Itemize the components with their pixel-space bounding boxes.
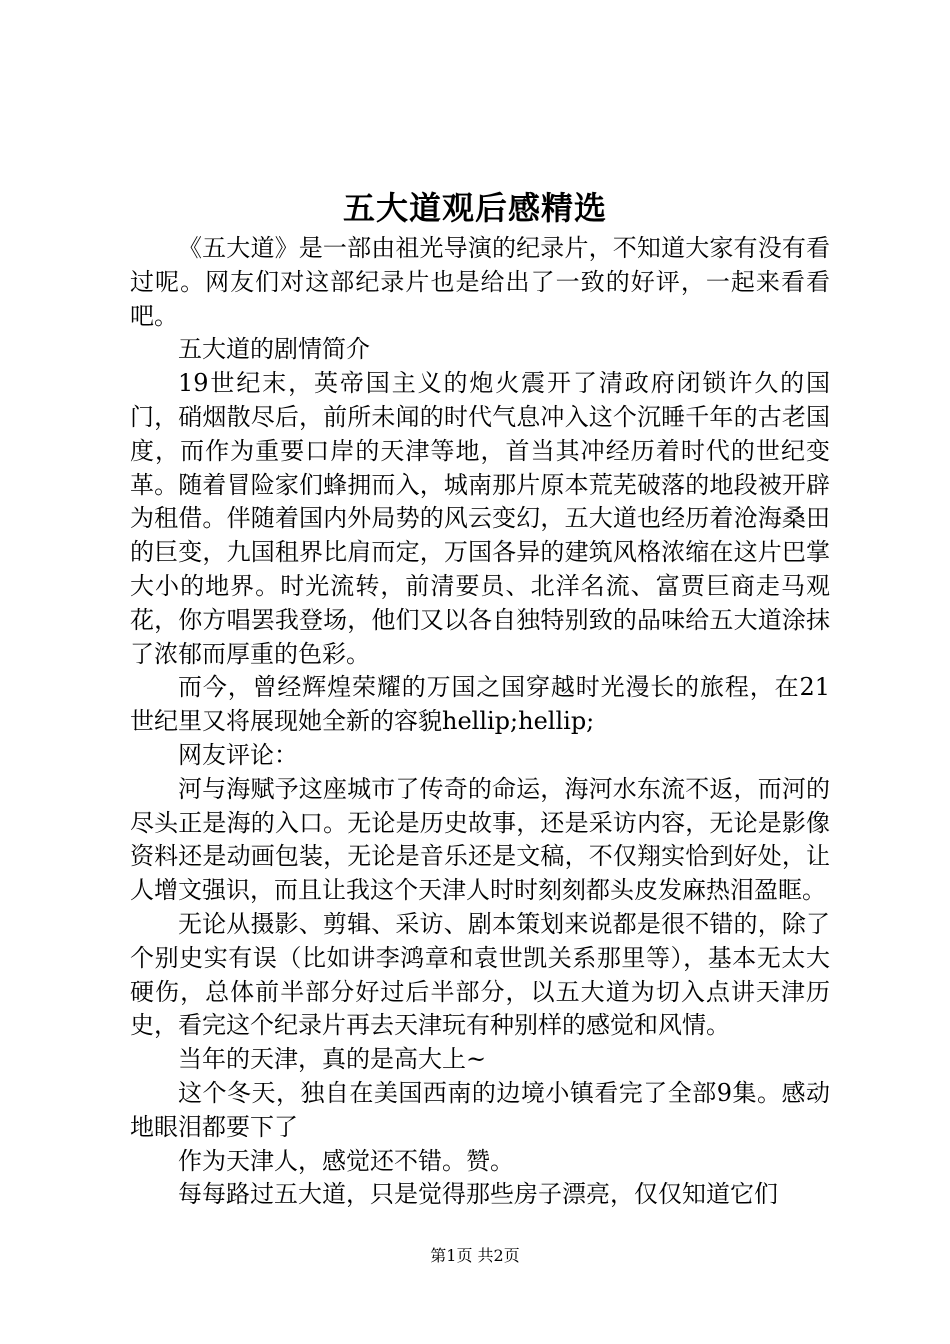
section-heading-reviews: 网友评论： bbox=[178, 740, 298, 769]
section-heading-synopsis: 五大道的剧情简介 bbox=[178, 335, 370, 364]
paragraph: 无论从摄影、剪辑、采访、剧本策划来说都是很不错的，除了个别史实有误（比如讲李鸿章和袁世凯关系那里等），基本无太大硬伤，总体前半部分好过后半部分，以五大道为切入点讲天津历史，看完这个纪录片再去天津玩有种别样的感觉和风情。 bbox=[130, 909, 830, 1040]
document-title: 五大道观后感精选 bbox=[342, 189, 607, 227]
paragraph: 《五大道》是一部由祖光导演的纪录片，不知道大家有没有看过呢。网友们对这部纪录片也是给出了一致的好评，一起来看看吧。 bbox=[130, 234, 830, 330]
paragraph: 这个冬天，独自在美国西南的边境小镇看完了全部9集。感动地眼泪都要下了 bbox=[130, 1078, 830, 1141]
paragraph: 19世纪末，英帝国主义的炮火震开了清政府闭锁许久的国门，硝烟散尽后，前所未闻的时代气息冲入这个沉睡千年的古老国度，而作为重要口岸的天津等地，首当其冲经历着时代的世纪变革。随着冒险家们蜂拥而入，城南那片原本荒芜破落的地段被开辟为租借。伴随着国内外局势的风云变幻，五大道也经历着沧海桑田的巨变，九国租界比肩而定，万国各异的建筑风格浓缩在这片巴掌大小的地界。时光流转，前清要员、北洋名流、富贾巨商走马观花，你方唱罢我登场，他们又以各自独特别致的品味给五大道涂抹了浓郁而厚重的色彩。 bbox=[130, 369, 830, 668]
paragraph: 河与海赋予这座城市了传奇的命运，海河水东流不返，而河的尽头正是海的入口。无论是历史故事，还是采访内容，无论是影像资料还是动画包装，无论是音乐还是文稿，不仅翔实恰到好处，让人增文强识，而且让我这个天津人时时刻刻都头皮发麻热泪盈眶。 bbox=[130, 774, 830, 905]
paragraph: 作为天津人，感觉还不错。赞。 bbox=[178, 1146, 514, 1175]
document-body bbox=[130, 232, 830, 1212]
paragraph: 当年的天津，真的是高大上~ bbox=[178, 1045, 487, 1074]
paragraph: 而今，曾经辉煌荣耀的万国之国穿越时光漫长的旅程，在21世纪里又将展现她全新的容貌hellip;hellip; bbox=[130, 673, 830, 736]
page-number-footer: 第1页 共2页 bbox=[430, 1246, 520, 1265]
paragraph: 每每路过五大道，只是觉得那些房子漂亮，仅仅知道它们 bbox=[178, 1180, 778, 1209]
